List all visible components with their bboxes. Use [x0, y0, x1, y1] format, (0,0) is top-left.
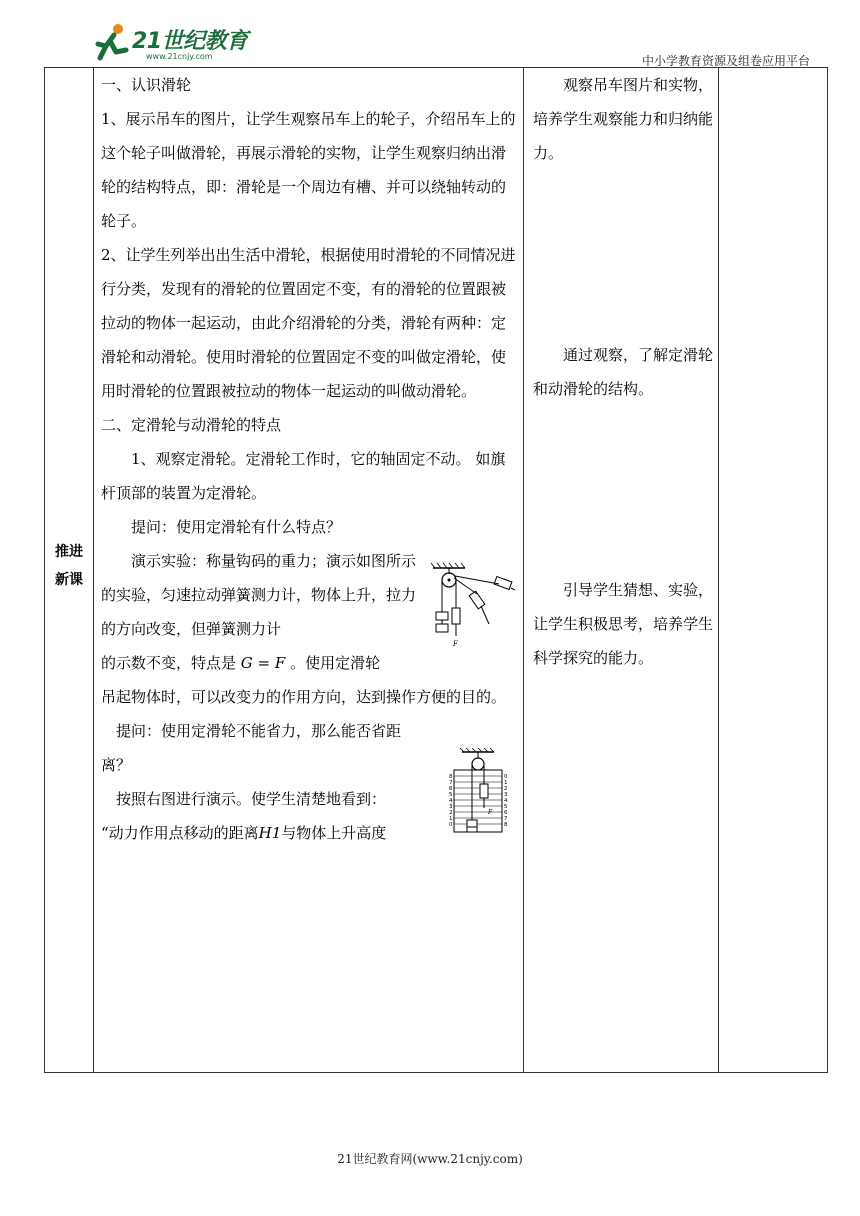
scale-tick-label: 0: [504, 774, 508, 780]
site-logo: [92, 22, 262, 66]
scale-tick-label: 0: [449, 822, 453, 828]
question: 提问：使用定滑轮有什么特点？: [131, 518, 342, 536]
scale-tick-label: 8: [449, 774, 453, 780]
logo-subtext: www.21cnjy.com: [146, 52, 213, 61]
scale-tick-label: 3: [504, 792, 508, 798]
platform-title: 中小学教育资源及组卷应用平台: [641, 54, 810, 68]
page-footer: 21世纪教育网(www.21cnjy.com): [337, 1152, 523, 1166]
logo-text: 21世纪教育: [132, 29, 248, 54]
column-divider: [93, 68, 94, 1072]
paragraph: 2、让学生列举出出生活中滑轮，根据使用时滑轮的不同情况进行分类，发现有的滑轮的位置固定不变，有的滑轮的位置跟被拉动的物体一起运动，由此介绍滑轮的分类，滑轮有两种：定滑轮和动滑轮。使用时滑轮的位置固定不变的叫做定滑轮，使用时滑轮的位置跟被拉动的物体一起运动的叫做动滑轮。: [101, 246, 516, 400]
fixed-pulley-figure: [429, 562, 515, 656]
paragraph: 的示数不变，特点是 G = F 。使用定滑轮: [101, 654, 381, 672]
heading-2: 二、定滑轮与动滑轮的特点: [101, 416, 282, 434]
scale-tick-label: 6: [449, 786, 453, 792]
paragraph: “动力作用点移动的距离H1与物体上升高度: [101, 824, 387, 842]
formula: G = F: [240, 654, 286, 672]
scale-tick-label: 3: [449, 804, 453, 810]
paragraph: 吊起物体时，可以改变力的作用方向，达到操作方便的目的。: [101, 688, 507, 706]
lesson-table: [44, 67, 828, 1073]
heading-1: 一、认识滑轮: [101, 76, 192, 94]
note: 引导学生猜想、实验，让学生积极思考，培养学生科学探究的能力。: [533, 581, 714, 667]
measuring-board-figure: [448, 748, 510, 840]
column-divider: [718, 68, 719, 1072]
scale-tick-label: 7: [504, 816, 508, 822]
scale-tick-label: 2: [449, 810, 453, 816]
teaching-content: [101, 68, 519, 850]
page-header: [0, 0, 860, 70]
note: 通过观察，了解定滑轮和动滑轮的结构。: [533, 346, 714, 398]
column-divider: [523, 68, 524, 1072]
scale-tick-label: 1: [449, 816, 453, 822]
paragraph: 按照右图进行演示。使学生清楚地看到：: [116, 790, 387, 808]
runner-logo-icon: [92, 22, 132, 64]
paragraph: 演示实验：称量钩码的重力；演示如图所示的实验，匀速拉动弹簧测力计，物体上升，拉力的方向改变，但弹簧测力计: [101, 552, 417, 638]
scale-tick-label: 2: [504, 786, 508, 792]
scale-tick-label: 1: [504, 780, 508, 786]
scale-tick-label: 6: [504, 810, 508, 816]
note: 观察吊车图片和实物，培养学生观察能力和归纳能力。: [533, 76, 714, 162]
question: 提问：使用定滑轮不能省力，那么能否省距离？: [101, 722, 402, 774]
paragraph: 1、展示吊车的图片，让学生观察吊车上的轮子，介绍吊车上的这个轮子叫做滑轮，再展示滑轮的实物，让学生观察归纳出滑轮的结构特点，即：滑轮是一个周边有槽、并可以绕轴转动的轮子。: [101, 110, 516, 230]
scale-tick-label: 4: [504, 798, 508, 804]
scale-tick-label: 5: [504, 804, 508, 810]
svg-text:F: F: [453, 640, 458, 648]
svg-text:F: F: [488, 809, 493, 816]
section-label: 推进 新课: [55, 544, 83, 588]
scale-tick-label: 4: [449, 798, 453, 804]
paragraph: 1、观察定滑轮。定滑轮工作时，它的轴固定不动。 如旗杆顶部的装置为定滑轮。: [101, 450, 506, 502]
scale-tick-label: 5: [449, 792, 453, 798]
scale-tick-label: 7: [449, 780, 453, 786]
scale-tick-label: 8: [504, 822, 508, 828]
